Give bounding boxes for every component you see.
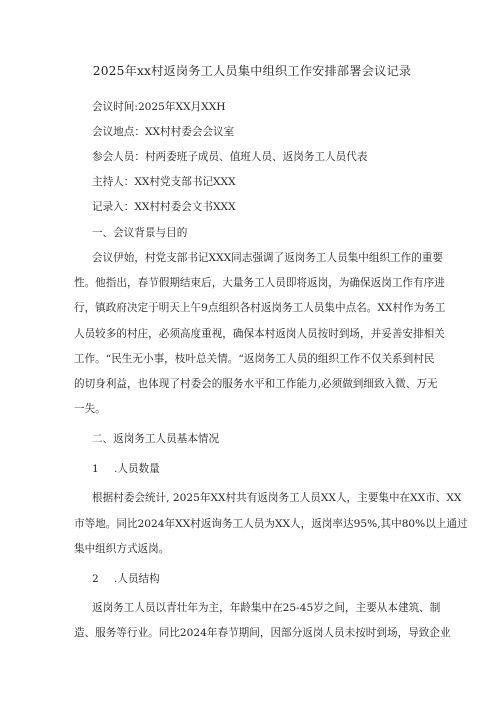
section-heading-background: 一、会议背景与目的 — [92, 227, 188, 239]
paragraph-line: 的切身利益，也体现了村委会的服务水平和工作能力,必须做到细致入微、万无 — [74, 377, 438, 390]
subheading-label: .人员结构 — [114, 572, 160, 585]
subheading-label: .人员数量 — [114, 463, 160, 476]
meeting-time: 会议时间:2025年XX月XXH — [92, 101, 226, 113]
paragraph-line: 返岗务工人员以青壮年为主，年龄集中在25-45岁之间，主要从本建筑、制 — [92, 601, 441, 614]
paragraph-line: 行，镇政府决定于明天上午9点组织各村返岗务工人员集中点名。XX村作为务工 — [74, 302, 446, 315]
paragraph-line: 会议伊始，村党支部书记XXX同志强调了返岗务工人员集中组织工作的重要 — [92, 252, 444, 264]
meeting-attendees: 参会人员：村两委班子成员、值班人员、返岗务工人员代表 — [92, 151, 368, 163]
paragraph-line: 一失。 — [74, 403, 106, 416]
paragraph-structure — [74, 596, 451, 646]
paragraph-line: 造、服务等行业。同比2024年春节期间，因部分返岗人员未按时到场，导致企业 — [74, 627, 451, 640]
paragraph-line: 市等地。同比2024年XX村返询务工人员为XX人，返岗率达95%,其中80%以上通过 — [74, 517, 468, 530]
document-title: 2025年xx村返岗务工人员集中组织工作安排部署会议记录 — [92, 64, 412, 78]
subheading-quantity — [92, 456, 430, 482]
subheading-number: 2 — [92, 572, 99, 585]
subheading-structure — [92, 566, 430, 592]
paragraph-line: 性。他指出，春节假期结束后，大量务工人员即将返岗，为确保返岗工作有序进 — [74, 277, 445, 290]
paragraph-line: 根据村委会统计, 2025年XX村共有返岗务工人员XX人，主要集中在XX市、XX — [92, 492, 462, 505]
section-heading-situation: 二、返岗务工人员基本情况 — [92, 433, 220, 446]
paragraph-quantity — [74, 486, 468, 562]
meeting-host: 主持人：XX村党支部书记XXX — [92, 176, 236, 188]
meeting-recorder: 记录入：XX村村委会文书XXX — [92, 201, 236, 213]
paragraph-line: 工作。“民生无小事，枝叶总关情。“返岗务工人员的组织工作不仅关系到村民 — [74, 352, 435, 365]
paragraph-line: 人员较多的村庄，必须高度重视，确保本村返岗人员按时到场，并妥善安排相关 — [74, 327, 445, 340]
paragraph-background — [74, 246, 446, 422]
paragraph-line: 集中组织方式返岗。 — [74, 542, 170, 555]
subheading-number: 1 — [92, 463, 99, 476]
meeting-location: 会议地点：XX村村委会会议室 — [92, 126, 235, 138]
